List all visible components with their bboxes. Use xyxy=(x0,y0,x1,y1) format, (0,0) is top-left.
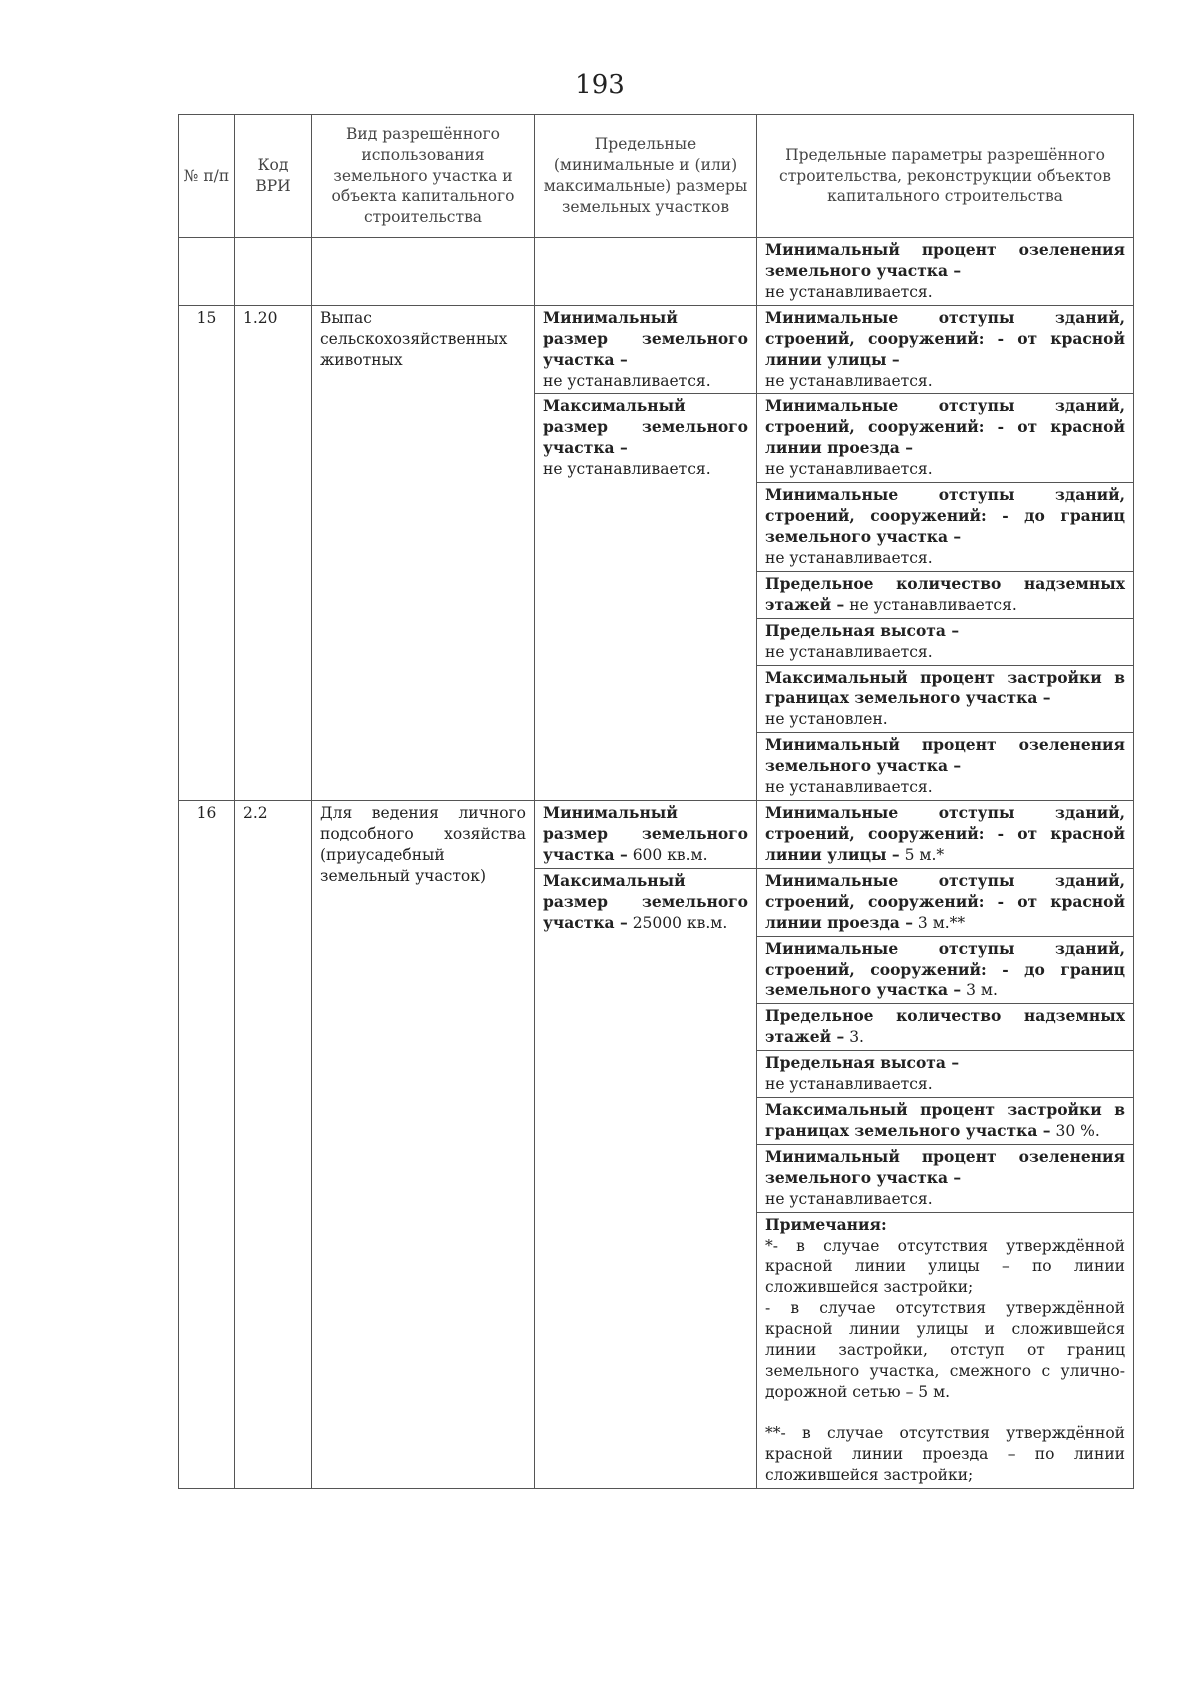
min-size-cell xyxy=(535,801,757,869)
max-size-cell xyxy=(535,868,757,1488)
min-size-bold: Минимальный размер земельного участка – xyxy=(543,803,748,864)
param-normal: не устанавливается. xyxy=(849,595,1017,614)
cell-empty xyxy=(235,238,312,306)
param-bold: Минимальные отступы зданий, строений, сооружений: - от красной линии проезда – xyxy=(765,870,1125,932)
table-header-row xyxy=(179,115,1134,238)
param-cell xyxy=(757,733,1134,801)
param-normal: 30 %. xyxy=(1055,1121,1100,1140)
param-cell xyxy=(757,483,1134,572)
param-cell xyxy=(757,801,1134,869)
param-bold: Предельная высота – xyxy=(765,1053,960,1073)
param-bold: Минимальные отступы зданий, строений, сооружений: - от красной линии улицы – xyxy=(765,803,1125,864)
param-bold: Минимальный процент озеленения земельного участка – xyxy=(765,735,1125,776)
min-size-normal: не устанавливается. xyxy=(543,371,711,390)
row-use: Для ведения личного подсобного хозяйства (приусадебный земельный участок) xyxy=(312,801,535,1489)
param-normal: 3. xyxy=(849,1028,864,1047)
param-cell xyxy=(757,936,1134,1004)
param-bold: Максимальный процент застройки в границах земельного участка – xyxy=(765,1100,1125,1140)
notes-cell xyxy=(757,1212,1134,1488)
param-cell xyxy=(757,618,1134,665)
min-size-normal: 600 кв.м. xyxy=(632,845,708,864)
param-normal: не устанавливается. xyxy=(765,778,933,797)
param-normal: не устанавливается. xyxy=(765,1075,933,1094)
cell-empty xyxy=(535,238,757,306)
param-normal: 5 м.* xyxy=(904,845,945,864)
min-size-bold: Минимальный размер земельного участка – xyxy=(543,307,748,369)
param-normal: не устанавливается. xyxy=(765,460,933,479)
notes-title: Примечания: xyxy=(765,1214,887,1234)
row-number: 16 xyxy=(179,801,235,1489)
param-bold: Минимальные отступы зданий, строений, сооружений: - до границ земельного участка – xyxy=(765,938,1125,1000)
header-size: Предельные (минимальные и (или) максимальные) размеры земельных участков xyxy=(535,115,757,238)
param-normal: не устанавливается. xyxy=(765,1189,933,1208)
param-normal: не устанавливается. xyxy=(765,548,933,567)
cell-empty xyxy=(312,238,535,306)
param-cell xyxy=(757,1098,1134,1145)
param-cell xyxy=(757,1144,1134,1212)
param-cell xyxy=(757,665,1134,733)
cell-empty xyxy=(179,238,235,306)
max-size-bold: Максимальный размер земельного участка – xyxy=(543,396,748,458)
note-3: **- в случае отсутствия утверждённой красной линии проезда – по линии сложившейся застройки; xyxy=(765,1423,1125,1484)
param-normal: 3 м. xyxy=(966,981,998,1000)
table-row-continuation xyxy=(179,238,1134,306)
param-cell xyxy=(757,1051,1134,1098)
table-row-16 xyxy=(179,801,1134,869)
max-size-normal: не устанавливается. xyxy=(543,460,711,479)
header-num: № п/п xyxy=(179,115,235,238)
header-use: Вид разрешённого использования земельного участка и объекта капитального строительства xyxy=(312,115,535,238)
max-size-normal: 25000 кв.м. xyxy=(632,913,728,932)
param-cell xyxy=(757,868,1134,936)
param-bold: Минимальный процент озеленения земельного участка – xyxy=(765,240,1125,280)
param-cell xyxy=(757,305,1134,394)
max-size-cell xyxy=(535,394,757,801)
max-size-bold: Максимальный размер земельного участка – xyxy=(543,870,748,932)
table-row-15 xyxy=(179,305,1134,394)
header-code: Код ВРИ xyxy=(235,115,312,238)
param-bold: Минимальный процент озеленения земельного участка – xyxy=(765,1146,1125,1187)
notes-spacer xyxy=(765,1403,1125,1423)
param-bold: Предельная высота – xyxy=(765,620,960,640)
regulations-table xyxy=(178,114,1134,1489)
row-code: 1.20 xyxy=(235,305,312,800)
param-cell xyxy=(757,394,1134,483)
row-use: Выпас сельскохозяйственных животных xyxy=(312,305,535,800)
param-bold: Максимальный процент застройки в границах земельного участка – xyxy=(765,667,1125,708)
param-bold: Минимальные отступы зданий, строений, сооружений: - от красной линии улицы – xyxy=(765,307,1125,369)
param-bold: Минимальные отступы зданий, строений, сооружений: - от красной линии проезда – xyxy=(765,396,1125,458)
page-number: 193 xyxy=(575,70,625,100)
param-cell xyxy=(757,571,1134,618)
param-bold: Минимальные отступы зданий, строений, сооружений: - до границ земельного участка – xyxy=(765,485,1125,546)
param-normal: не установлен. xyxy=(765,710,888,729)
row-number: 15 xyxy=(179,305,235,800)
header-params: Предельные параметры разрешённого строительства, реконструкции объектов капитального строительства xyxy=(757,115,1134,238)
param-bold: Предельное количество надземных этажей – xyxy=(765,1006,1125,1047)
param-normal: не устанавливается. xyxy=(765,642,933,661)
row-code: 2.2 xyxy=(235,801,312,1489)
note-2: - в случае отсутствия утверждённой красной линии улицы и сложившейся линии застройки, отступ от границ земельного участка, смежного с улично-дорожной сетью – 5 м. xyxy=(765,1299,1125,1402)
param-cell xyxy=(757,238,1134,306)
note-1: *- в случае отсутствия утверждённой красной линии улицы – по линии сложившейся застройки; xyxy=(765,1236,1125,1297)
param-bold: Предельное количество надземных этажей – xyxy=(765,573,1125,614)
param-cell xyxy=(757,1004,1134,1051)
param-normal: не устанавливается. xyxy=(765,371,933,390)
param-normal: не устанавливается. xyxy=(765,282,933,301)
param-normal: 3 м.** xyxy=(917,913,966,932)
min-size-cell xyxy=(535,305,757,394)
